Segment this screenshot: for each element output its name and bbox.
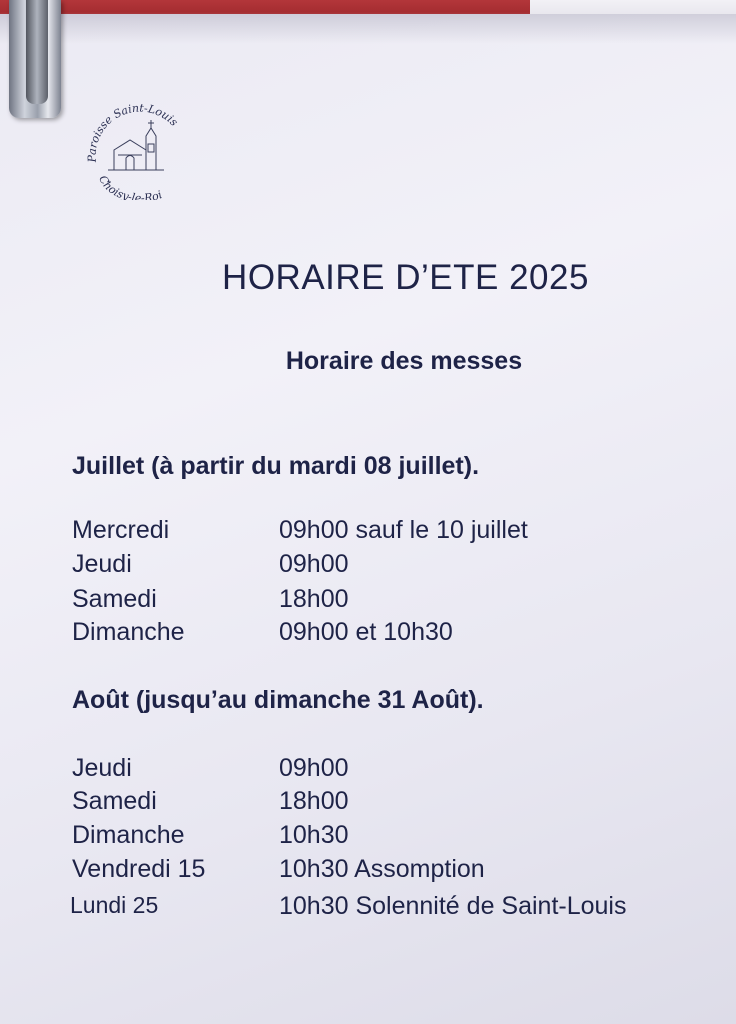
section-heading-july: Juillet (à partir du mardi 08 juillet). (72, 452, 480, 480)
schedule-row (0, 821, 736, 855)
schedule-row (0, 754, 736, 788)
day-label: Samedi (72, 787, 157, 815)
day-label: Jeudi (72, 754, 132, 782)
day-label: Mercredi (72, 516, 170, 544)
day-label: Dimanche (72, 618, 185, 646)
schedule-row (0, 855, 736, 889)
schedule-row (0, 585, 736, 619)
section-heading-august: Août (jusqu’au dimanche 31 Août). (72, 686, 484, 714)
time-label: 09h00 sauf le 10 juillet (279, 516, 528, 544)
time-label: 10h30 Assomption (279, 855, 485, 883)
schedule-row (0, 787, 736, 821)
logo-bottom-text: Choisy-le-Roi (96, 173, 164, 200)
page-subtitle: Horaire des messes (285, 347, 523, 375)
svg-text:Paroisse Saint-Louis (85, 102, 180, 164)
schedule-row (0, 516, 736, 550)
schedule-row (0, 618, 736, 652)
time-label: 10h30 (279, 821, 349, 849)
svg-text:Choisy-le-Roi (96, 173, 164, 200)
day-label: Samedi (72, 585, 157, 613)
day-label: Lundi 25 (70, 892, 159, 918)
day-label: Jeudi (72, 550, 132, 578)
church-icon (84, 100, 194, 200)
binder-clip (9, 0, 61, 118)
time-label: 10h30 Solennité de Saint-Louis (279, 892, 627, 920)
page-title: HORAIRE D’ETE 2025 (222, 258, 589, 297)
schedule-row (0, 892, 736, 926)
paper-shadow (0, 14, 736, 44)
day-label: Vendredi 15 (72, 855, 206, 883)
binder-clip-slot (26, 0, 48, 104)
time-label: 09h00 et 10h30 (279, 618, 453, 646)
schedule-row (0, 550, 736, 584)
time-label: 09h00 (279, 754, 349, 782)
day-label: Dimanche (72, 821, 185, 849)
logo-top-text: Paroisse Saint-Louis (85, 101, 181, 163)
time-label: 18h00 (279, 585, 349, 613)
time-label: 18h00 (279, 787, 349, 815)
parish-logo (84, 100, 194, 200)
time-label: 09h00 (279, 550, 349, 578)
